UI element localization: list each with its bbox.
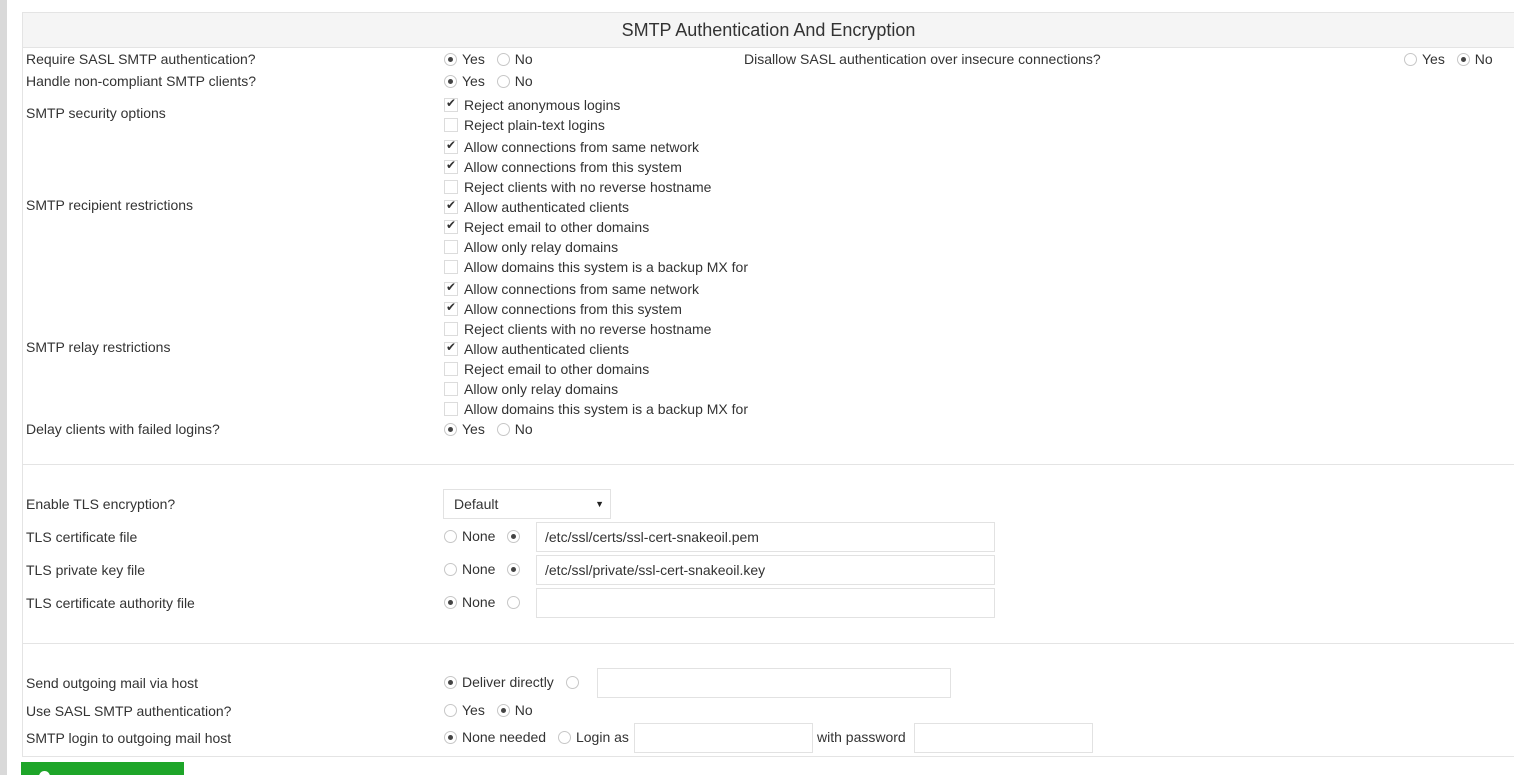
non-compliant-no[interactable]: No xyxy=(497,73,533,89)
radio-icon[interactable] xyxy=(566,676,579,689)
use-sasl-no[interactable]: No xyxy=(497,702,533,718)
checkbox-icon[interactable] xyxy=(444,322,458,336)
left-sidebar-strip xyxy=(0,0,7,775)
radio-icon[interactable] xyxy=(444,530,457,543)
recipient-restrictions-label: SMTP recipient restrictions xyxy=(26,197,194,213)
disallow-insecure-no[interactable]: No xyxy=(1457,51,1493,67)
radio-icon[interactable] xyxy=(558,731,571,744)
radio-icon[interactable] xyxy=(507,530,520,543)
relay-authenticated[interactable]: ✔ Allow authenticated clients xyxy=(444,339,748,359)
checkbox-icon[interactable] xyxy=(444,140,458,154)
tls-enable-label: Enable TLS encryption? xyxy=(26,496,176,512)
radio-icon[interactable] xyxy=(444,596,457,609)
disallow-insecure-yes[interactable]: Yes xyxy=(1404,51,1445,67)
disallow-insecure-radios xyxy=(1404,51,1493,69)
delay-failed-yes[interactable]: Yes xyxy=(444,421,485,437)
checkbox-icon[interactable] xyxy=(444,302,458,316)
tls-key-file-option[interactable] xyxy=(507,563,525,576)
divider xyxy=(23,464,1514,465)
delay-failed-no[interactable]: No xyxy=(497,421,533,437)
checkbox-icon[interactable] xyxy=(444,240,458,254)
checkbox-icon[interactable] xyxy=(444,402,458,416)
radio-icon[interactable] xyxy=(497,75,510,88)
smtp-auth-panel xyxy=(22,12,1514,757)
tls-key-input[interactable]: /etc/ssl/private/ssl-cert-snakeoil.key xyxy=(536,555,995,585)
recipient-reject-other-domains[interactable]: ✔ Reject email to other domains xyxy=(444,217,748,237)
relay-backup-mx[interactable]: Allow domains this system is a backup MX for xyxy=(444,399,748,419)
tls-key-label: TLS private key file xyxy=(26,562,146,578)
radio-icon[interactable] xyxy=(444,75,457,88)
radio-icon[interactable] xyxy=(444,731,457,744)
recipient-restrictions-list xyxy=(444,137,748,277)
relay-no-reverse-hostname[interactable]: Reject clients with no reverse hostname xyxy=(444,319,748,339)
smtp-login-password-input[interactable] xyxy=(914,723,1093,753)
relay-restrictions-list xyxy=(444,279,748,419)
radio-icon[interactable] xyxy=(507,563,520,576)
tls-cert-file-option[interactable] xyxy=(507,530,525,543)
checkbox-icon[interactable] xyxy=(444,260,458,274)
recipient-this-system[interactable]: ✔ Allow connections from this system xyxy=(444,157,748,177)
recipient-authenticated[interactable]: ✔ Allow authenticated clients xyxy=(444,197,748,217)
relay-host-radios xyxy=(444,674,584,692)
radio-icon[interactable] xyxy=(444,676,457,689)
recipient-no-reverse-hostname[interactable]: Reject clients with no reverse hostname xyxy=(444,177,748,197)
non-compliant-yes[interactable]: Yes xyxy=(444,73,485,89)
relay-host-custom-option[interactable] xyxy=(566,676,584,689)
checkbox-icon[interactable] xyxy=(444,160,458,174)
non-compliant-radios xyxy=(444,73,533,91)
radio-icon[interactable] xyxy=(507,596,520,609)
relay-same-network[interactable]: ✔ Allow connections from same network xyxy=(444,279,748,299)
use-sasl-yes[interactable]: Yes xyxy=(444,702,485,718)
save-icon xyxy=(39,771,50,775)
radio-icon[interactable] xyxy=(497,423,510,436)
tls-ca-file-option[interactable] xyxy=(507,596,525,609)
smtp-login-radios xyxy=(444,729,629,747)
with-password-label: with password xyxy=(817,729,906,745)
checkbox-icon[interactable] xyxy=(444,118,458,132)
disallow-insecure-label: Disallow SASL authentication over insecure connections? xyxy=(744,51,1101,67)
dropdown-arrow-icon: ▼ xyxy=(595,499,604,509)
require-sasl-no[interactable]: No xyxy=(497,51,533,67)
tls-ca-radios xyxy=(444,594,525,612)
panel-title: SMTP Authentication And Encryption xyxy=(23,13,1514,48)
smtp-login-as[interactable]: Login as xyxy=(558,729,629,745)
require-sasl-label: Require SASL SMTP authentication? xyxy=(26,51,256,67)
radio-icon[interactable] xyxy=(497,704,510,717)
radio-icon[interactable] xyxy=(497,53,510,66)
checkbox-icon[interactable] xyxy=(444,342,458,356)
checkbox-icon[interactable] xyxy=(444,98,458,112)
non-compliant-label: Handle non-compliant SMTP clients? xyxy=(26,73,257,89)
save-button[interactable] xyxy=(21,762,184,775)
divider xyxy=(23,643,1514,644)
relay-relay-domains[interactable]: Allow only relay domains xyxy=(444,379,748,399)
relay-host-label: Send outgoing mail via host xyxy=(26,675,198,691)
recipient-backup-mx[interactable]: Allow domains this system is a backup MX for xyxy=(444,257,748,277)
checkbox-icon[interactable] xyxy=(444,282,458,296)
checkbox-icon[interactable] xyxy=(444,362,458,376)
smtp-login-none[interactable]: None needed xyxy=(444,729,546,745)
radio-icon[interactable] xyxy=(1457,53,1470,66)
checkbox-icon[interactable] xyxy=(444,382,458,396)
require-sasl-radios xyxy=(444,51,533,69)
security-options-list xyxy=(444,95,620,135)
security-options-label: SMTP security options xyxy=(26,105,166,121)
tls-cert-input[interactable]: /etc/ssl/certs/ssl-cert-snakeoil.pem xyxy=(536,522,995,552)
radio-icon[interactable] xyxy=(444,563,457,576)
require-sasl-yes[interactable]: Yes xyxy=(444,51,485,67)
tls-ca-label: TLS certificate authority file xyxy=(26,595,195,611)
tls-cert-label: TLS certificate file xyxy=(26,529,138,545)
tls-enable-select[interactable]: Default ▼ xyxy=(443,489,611,519)
use-sasl-label: Use SASL SMTP authentication? xyxy=(26,703,232,719)
checkbox-icon[interactable] xyxy=(444,220,458,234)
radio-icon[interactable] xyxy=(1404,53,1417,66)
recipient-relay-domains[interactable]: Allow only relay domains xyxy=(444,237,748,257)
relay-restrictions-label: SMTP relay restrictions xyxy=(26,339,171,355)
tls-cert-radios xyxy=(444,528,525,546)
relay-host-input[interactable] xyxy=(597,668,951,698)
delay-failed-label: Delay clients with failed logins? xyxy=(26,421,220,437)
smtp-login-username-input[interactable] xyxy=(634,723,813,753)
radio-icon[interactable] xyxy=(444,704,457,717)
tls-cert-none[interactable]: None xyxy=(444,528,495,544)
tls-key-radios xyxy=(444,561,525,579)
checkbox-icon[interactable] xyxy=(444,200,458,214)
checkbox-icon[interactable] xyxy=(444,180,458,194)
tls-key-none[interactable]: None xyxy=(444,561,495,577)
radio-icon[interactable] xyxy=(444,423,457,436)
relay-this-system[interactable]: ✔ Allow connections from this system xyxy=(444,299,748,319)
checkbox-reject-plaintext[interactable]: Reject plain-text logins xyxy=(444,115,620,135)
tls-ca-input[interactable] xyxy=(536,588,995,618)
use-sasl-radios xyxy=(444,702,533,720)
tls-ca-none[interactable]: None xyxy=(444,594,495,610)
relay-host-direct[interactable]: Deliver directly xyxy=(444,674,554,690)
recipient-same-network[interactable]: ✔ Allow connections from same network xyxy=(444,137,748,157)
checkbox-reject-anonymous[interactable]: ✔ Reject anonymous logins xyxy=(444,95,620,115)
relay-reject-other-domains[interactable]: Reject email to other domains xyxy=(444,359,748,379)
smtp-login-label: SMTP login to outgoing mail host xyxy=(26,730,232,746)
radio-icon[interactable] xyxy=(444,53,457,66)
delay-failed-radios xyxy=(444,421,533,439)
